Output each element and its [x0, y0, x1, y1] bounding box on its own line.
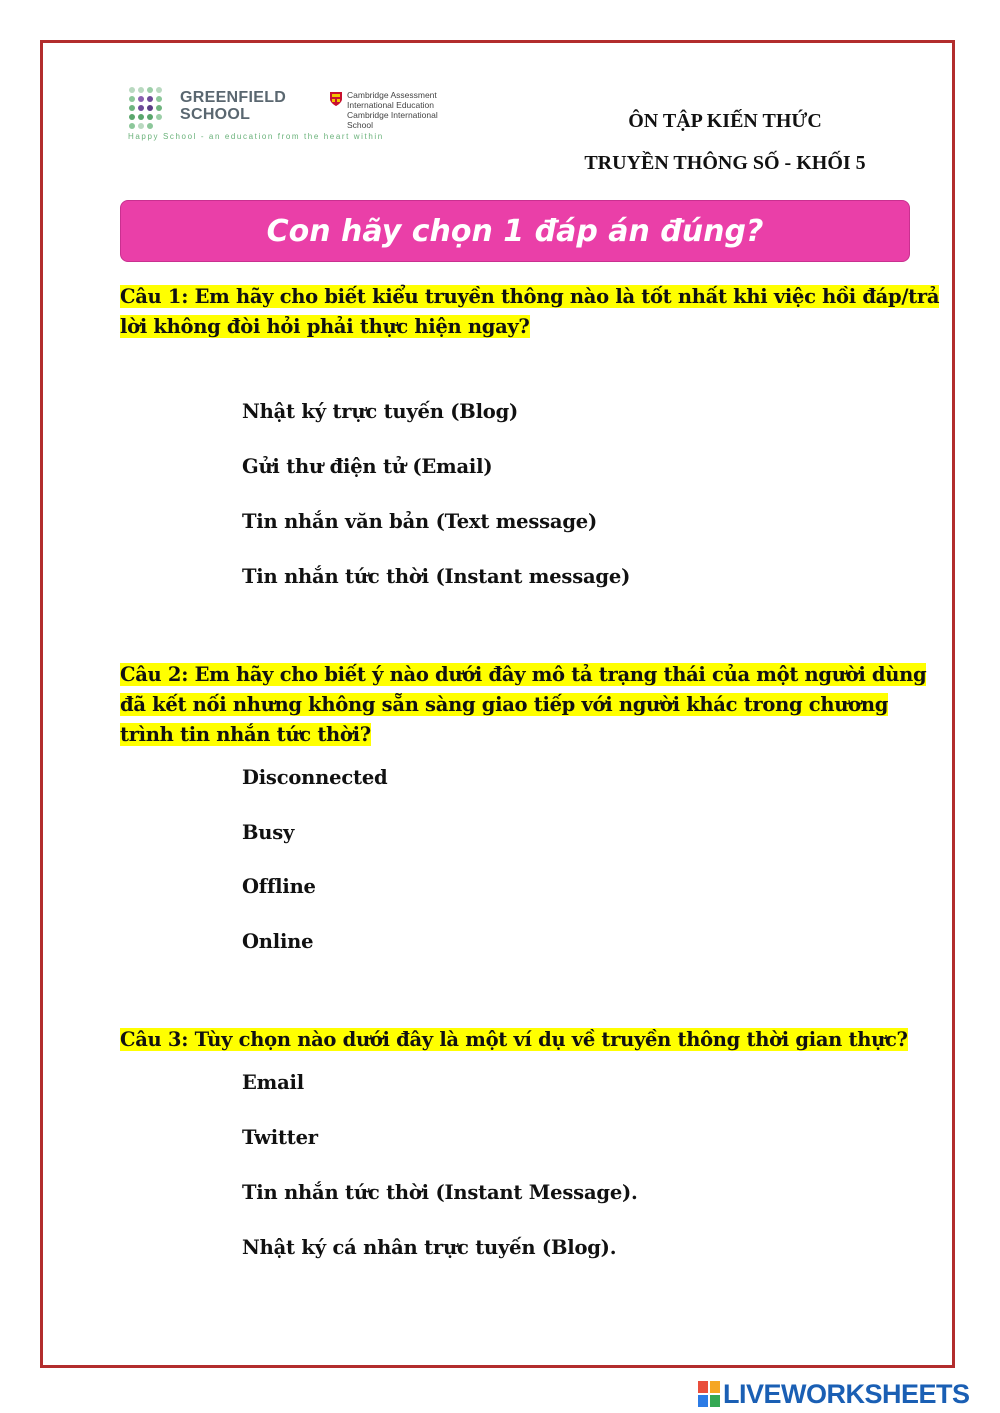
q1-option-d[interactable]: Tin nhắn tức thời (Instant message) — [242, 565, 631, 588]
q3-option-b[interactable]: Twitter — [242, 1126, 318, 1149]
q1-option-b[interactable]: Gửi thư điện tử (Email) — [242, 455, 493, 478]
question-2 — [120, 660, 942, 750]
title-line-2: TRUYỀN THÔNG SỐ - KHỐI 5 — [584, 152, 866, 174]
q2-option-a[interactable]: Disconnected — [242, 766, 388, 789]
question-3 — [120, 1025, 942, 1055]
q2-option-b[interactable]: Busy — [242, 821, 295, 844]
q3-option-d[interactable]: Nhật ký cá nhân trực tuyến (Blog). — [242, 1236, 617, 1259]
question-1-text: Câu 1: Em hãy cho biết kiểu truyền thông nào là tốt nhất khi việc hồi đáp/trả lời không đòi hỏi phải thực hiện ngay? — [120, 285, 940, 338]
cambridge-text: Cambridge Assessment International Education Cambridge International School — [347, 90, 438, 130]
cambridge-shield-icon — [329, 91, 343, 107]
question-2-text: Câu 2: Em hãy cho biết ý nào dưới đây mô tả trạng thái của một người dùng đã kết nối nhưng không sẵn sàng giao tiếp với người khác trong chương trình tin nhắn tức thời? — [120, 663, 927, 746]
liveworksheets-wordmark: LIVEWORKSHEETS — [723, 1378, 970, 1409]
liveworksheets-brand[interactable] — [698, 1378, 970, 1410]
q1-option-c[interactable]: Tin nhắn văn bản (Text message) — [242, 510, 598, 533]
q3-option-c[interactable]: Tin nhắn tức thời (Instant Message). — [242, 1181, 638, 1204]
school-name: GREENFIELD SCHOOL — [180, 89, 287, 123]
q1-option-a[interactable]: Nhật ký trực tuyến (Blog) — [242, 400, 519, 423]
greenfield-dots-logo — [128, 86, 172, 130]
page-title — [560, 100, 890, 184]
question-3-text: Câu 3: Tùy chọn nào dưới đây là một ví dụ về truyền thông thời gian thực? — [120, 1028, 908, 1051]
question-1 — [120, 282, 942, 342]
q2-option-c[interactable]: Offline — [242, 875, 316, 898]
school-tagline: Happy School - an education from the heart within — [128, 132, 384, 141]
title-line-1: ÔN TẬP KIẾN THỨC — [628, 110, 822, 132]
instruction-text: Con hãy chọn 1 đáp án đúng? — [266, 213, 764, 249]
school-logos — [128, 84, 448, 144]
instruction-banner — [120, 200, 910, 262]
q2-option-d[interactable]: Online — [242, 930, 314, 953]
q3-option-a[interactable]: Email — [242, 1071, 304, 1094]
liveworksheets-logo-icon — [698, 1381, 720, 1407]
